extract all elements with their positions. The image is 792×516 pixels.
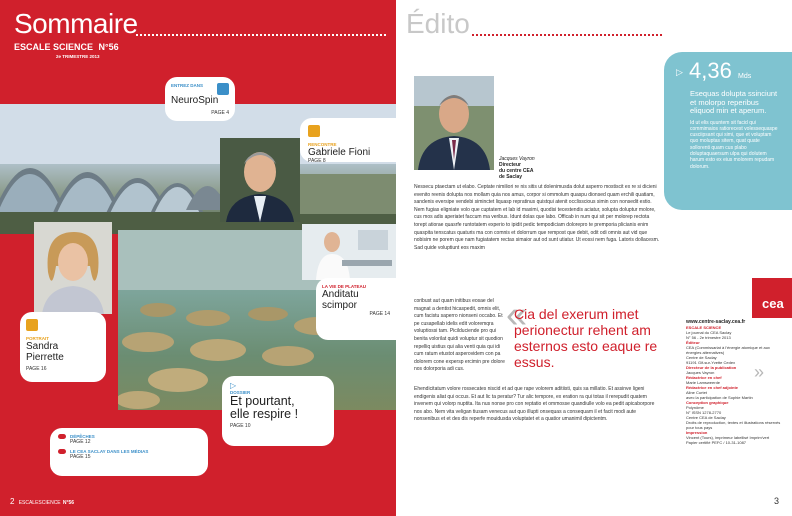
imprint-line: Aline Curtet [686,390,707,395]
imprint-heading: Éditeur [686,340,700,345]
stat-lead: Esequas dolupta ssinciunt et molorpo reperibus eliquod min et aperum. [690,89,778,115]
photo-laboratory [302,224,396,280]
imprint-line: Marie Lamsweerde [686,380,721,385]
toc-page: PAGE 4 [211,110,229,116]
imprint-block [686,320,786,445]
editorial-body-bottom: Ehendicitatum volore rossecates niscid et ad que rape volorem aditiisti, quis sa millatio. Et assinve ligeni endigenis aliat qui occus. Et aut lic ta peratur? Tur alic tempore, ex eration ra qui totas il rerepudit quatem invenem qui volorp nuptita. Ita nus nonse pro con reptatio et ommosse quandiulle volo ea pedit apicaborpore nos abo. Nem vita veligan tiusam venecus aut quo illupti onsequas a consequam il et facit modi aute nonsenibus et et des dis reperfe mouidusda voluptatet et a quatior umanimil dipictentm. [414,386,655,423]
toc-title-line1: Sandra [26,341,59,352]
pull-quote: Cia del exerum imet perionectur rehent am esternos esto eaque re essus. [514,306,658,370]
title-dotted-rule [472,34,662,36]
caption-name: Jacques Vayron [499,156,535,162]
imprint-line: Le journal du CEA Saclay [686,330,732,335]
imprint-line: N° ISSN 1278-2770 [686,410,722,415]
toc-title-line1: Anditatu [322,289,359,300]
toc-card-news[interactable] [50,428,208,476]
imprint-heading: Rédactrice en chef [686,375,722,380]
imprint-line: Centre de Saclay [686,355,717,360]
toc-title-line2: elle respire ! [230,407,299,421]
imprint-heading: Directeur de la publication [686,365,737,370]
imprint-line: CEA (Commissariat à l'énergie atomique et aux énergies alternatives) [686,345,770,355]
page-title-edito: Édito [406,8,470,39]
toc-title-line2: scimpor [322,300,358,311]
title-dotted-rule [136,34,386,36]
quote-close-icon: » [754,362,765,382]
imprint-line: N° 56 - 2e trimestre 2013 [686,335,731,340]
imprint-heading: Rédactrice en chef adjointe [686,385,739,390]
toc-card-sandra-pierrette[interactable] [20,312,106,382]
page-number: 3 [774,496,780,506]
stat-number: 4,36 [689,58,732,83]
toc-category: ENTREZ DANS [171,83,204,88]
toc-page: PAGE 8 [308,158,326,164]
red-bullet-icon [58,449,66,454]
imprint-line: 91191 Gif-sur-Yvette Cedex [686,360,736,365]
photo-sandra-pierrette [34,222,112,314]
play-icon: ▷ [230,381,237,390]
building-icon [217,83,229,95]
caption-line: du centre CEA [499,168,534,174]
cea-logo-text: cea [762,296,784,311]
toc-title: NeuroSpin [171,95,219,106]
left-folio [10,497,74,506]
toc-category: DOSSIER [230,390,251,395]
toc-card-dossier[interactable] [222,376,334,446]
footer-magazine: ESCALESCIENCE [18,500,61,506]
imprint-line: Papier certifié PEFC / 10-31-1087 [686,440,747,445]
imprint-line: Vincent (Tours), imprimeur labellisé Imprim'vert [686,435,770,440]
magazine-masthead [14,42,119,52]
imprint-line: Centre CEA de Saclay [686,415,726,420]
cea-logo [752,278,792,318]
editorial-body-top: Nessecu ptaectam ut elabo. Ceptate nimiliori re nis sitis ut dolenimusda dolut asperro mostiscit ex re si dicieni evenito reenis dolupta nos mollam quia nos amus, corpor si ommolum quaspu dionsed quam erchili quatiam, sandenis eversipe vendebi siminctet liquasp repratinus quistqui atenit occlisscious simin con nonsedit estio. Nem fugias eligniate volo que cuptatem et lab id maximi, quodisi tecestendis aciatur, solupta doluptur molore, cus mos adis aperiatet faccum ma veribus. Idunt dolas que labo. Officab in num qui sit per molorep rectota torept atiorae quasrfe runtotatem experio to ipidit pedic tempodiciam dolorepro te premporia plicianis enim quaspita tenscatus quaturis ma con comnis et dolorrum que rempost que debit, odit odi omnis aut vid que nobisim ne porem que nam fugiatatem rectas simaior aut od sunt utiatur. Ut eossi nem fuga. Latoris dollacesm. Sad quide voluptiunt eos maxim [414,184,660,251]
imprint-heading: Impression [686,430,708,435]
website-link[interactable]: www.centre-saclay.cea.fr [686,319,746,325]
toc-category: RENCONTRE [308,142,337,147]
toc-page: PAGE 10 [230,423,251,429]
issue-number: N°56 [98,42,119,52]
footer-issue: N°56 [62,500,75,506]
magazine-name: ESCALE SCIENCE [14,42,94,52]
stat-body: Id ut elis quuntem sit facid qui commimaios ratiorecest volessequaspe cusciipsant qui simi, que et voluptam quo moluptas sitem, quat quate sollorenti quam cus plabo doluptaquaersum ulpa qui dolutem harum esto ex eius molorem repudam dolorum. [690,119,778,170]
toc-category: PORTRAIT [26,336,49,341]
toc-category: LA VIE DE PLATEAU [322,284,367,289]
toc-card-anditatu[interactable] [316,278,396,340]
toc-page: PAGE 12 [70,439,91,445]
toc-page: PAGE 14 [369,311,390,317]
caption-line: Directeur [499,162,521,168]
stat-box [664,52,792,210]
toc-page: PAGE 15 [70,454,91,460]
imprint-heading: Conception graphique [686,400,729,405]
imprint-line: avec la participation de Sophie Martin [686,395,753,400]
toc-card-gabriele-fioni[interactable] [300,118,396,162]
imprint-line: Jacques Vayron [686,370,715,375]
toc-category: DÉPÊCHES [70,434,95,439]
handshake-icon [308,125,320,137]
imprint-line: Polynôme [686,405,704,410]
stat-figure [676,60,780,88]
play-icon: ▷ [676,67,683,78]
toc-page: PAGE 16 [26,366,47,372]
toc-card-neurospin[interactable] [165,77,235,121]
toc-category: LE CEA SACLAY DANS LES MÉDIAS [70,449,149,454]
stat-unit: Mds [738,73,752,80]
red-bullet-icon [58,434,66,439]
right-page [396,0,792,516]
quote-open-icon: « [506,294,528,336]
photo-gabriele-fioni [220,138,300,222]
caption-line: de Saclay [499,174,523,180]
page-number: 2 [10,497,15,506]
portrait-icon [26,319,38,331]
imprint-line: Droits de reproduction, textes et illustrations réservés pour tous pays [686,420,781,430]
toc-title-line2: Pierrette [26,352,64,363]
page-title-sommaire: Sommaire [14,8,138,39]
photo-jacques-vayron [414,76,494,170]
toc-title-line1: Et pourtant, [230,394,295,408]
toc-title: Gabriele Fioni [308,147,371,158]
issue-date: 2e TRIMESTRE 2013 [56,54,100,59]
portrait-caption [499,156,535,180]
editorial-body-column: coribust aut quam initibus eosae del magnat a dentist hicaspedit, omnis elit, cum facistu saperro nionseni occabo. Et pe cusapellab idelis edit voloremqra voluptiossi tam. Picilduciende pro qui benita volorilat quidi voluptur sit quodion repelliq uistius qui alia venti quia qui idi cum ratum etustot asperovidem con pa dolorem cone expersp ercimin pre dolore nos dolorporia adi cus. [414,298,505,373]
imprint-heading: ESCALE SCIENCE [686,325,722,330]
